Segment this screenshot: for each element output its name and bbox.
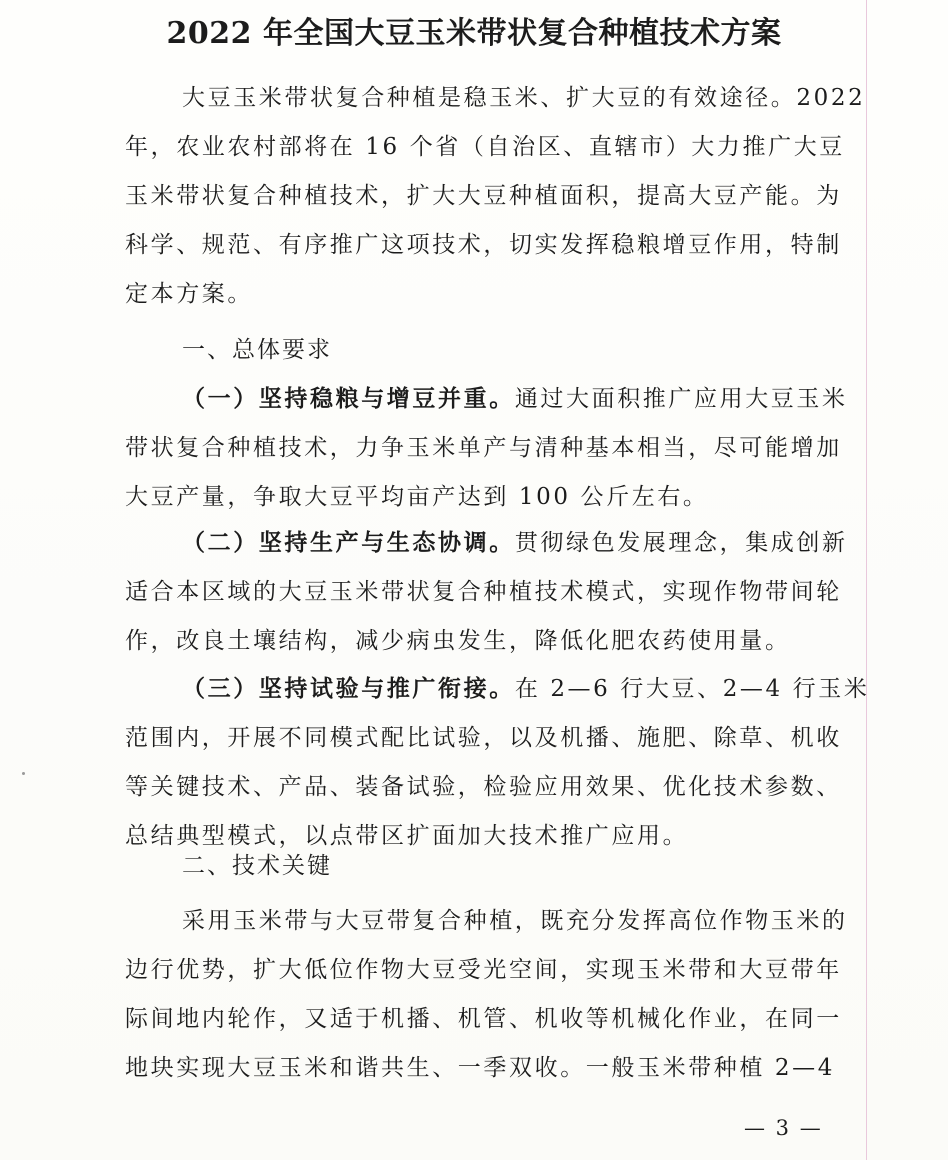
section1-item1-line-2: 带状复合种植技术，力争玉米单产与清种基本相当，尽可能增加 xyxy=(125,435,842,461)
section2-line-3: 际间地内轮作，又适于机播、机管、机收等机械化作业，在同一 xyxy=(125,1006,842,1032)
section1-item1-first-line xyxy=(182,383,852,415)
section1-item2-line-2: 适合本区域的大豆玉米带状复合种植技术模式，实现作物带间轮 xyxy=(125,579,842,605)
section1-item2-line-3: 作，改良土壤结构，减少病虫发生，降低化肥农药使用量。 xyxy=(125,628,791,654)
section1-item3-lead: （三）坚持试验与推广衔接。 xyxy=(182,675,515,702)
section1-item3-line-4: 总结典型模式，以点带区扩面加大技术推广应用。 xyxy=(125,823,689,849)
section1-item1-lead: （一）坚持稳粮与增豆并重。 xyxy=(182,385,515,412)
page-number: — 3 — xyxy=(744,1116,823,1140)
intro-line-1: 大豆玉米带状复合种植是稳玉米、扩大豆的有效途径。2022 xyxy=(182,85,866,111)
intro-line-3: 玉米带状复合种植技术，扩大大豆种植面积，提高大豆产能。为 xyxy=(125,183,842,209)
section1-item3-rest: 在 2—6 行大豆、2—4 行玉米 xyxy=(514,676,870,702)
margin-line xyxy=(866,0,867,1160)
intro-line-4: 科学、规范、有序推广这项技术，切实发挥稳粮增豆作用，特制 xyxy=(125,232,842,258)
section1-item3-line-2: 范围内，开展不同模式配比试验，以及机播、施肥、除草、机收 xyxy=(125,725,842,751)
section1-item1-line-3: 大豆产量，争取大豆平均亩产达到 100 公斤左右。 xyxy=(125,484,709,510)
intro-line-5: 定本方案。 xyxy=(125,281,253,307)
section1-item3-first-line xyxy=(182,673,870,705)
section2-heading: 二、技术关键 xyxy=(182,853,332,879)
intro-line-2: 年，农业农村部将在 16 个省（自治区、直辖市）大力推广大豆 xyxy=(125,134,845,160)
section1-item2-first-line xyxy=(182,527,852,559)
scan-speck xyxy=(22,772,25,775)
section1-heading: 一、总体要求 xyxy=(182,337,332,363)
section1-item2-lead: （二）坚持生产与生态协调。 xyxy=(182,529,515,556)
section2-line-1: 采用玉米带与大豆带复合种植，既充分发挥高位作物玉米的 xyxy=(182,908,848,934)
section2-line-4: 地块实现大豆玉米和谐共生、一季双收。一般玉米带种植 2—4 xyxy=(125,1055,835,1081)
section1-item3-line-3: 等关键技术、产品、装备试验，检验应用效果、优化技术参数、 xyxy=(125,774,842,800)
section1-item1-rest: 通过大面积推广应用大豆玉米 xyxy=(514,386,848,412)
section1-item2-rest: 贯彻绿色发展理念，集成创新 xyxy=(514,530,848,556)
document-title: 2022 年全国大豆玉米带状复合种植技术方案 xyxy=(166,16,782,51)
section2-line-2: 边行优势，扩大低位作物大豆受光空间，实现玉米带和大豆带年 xyxy=(125,957,842,983)
